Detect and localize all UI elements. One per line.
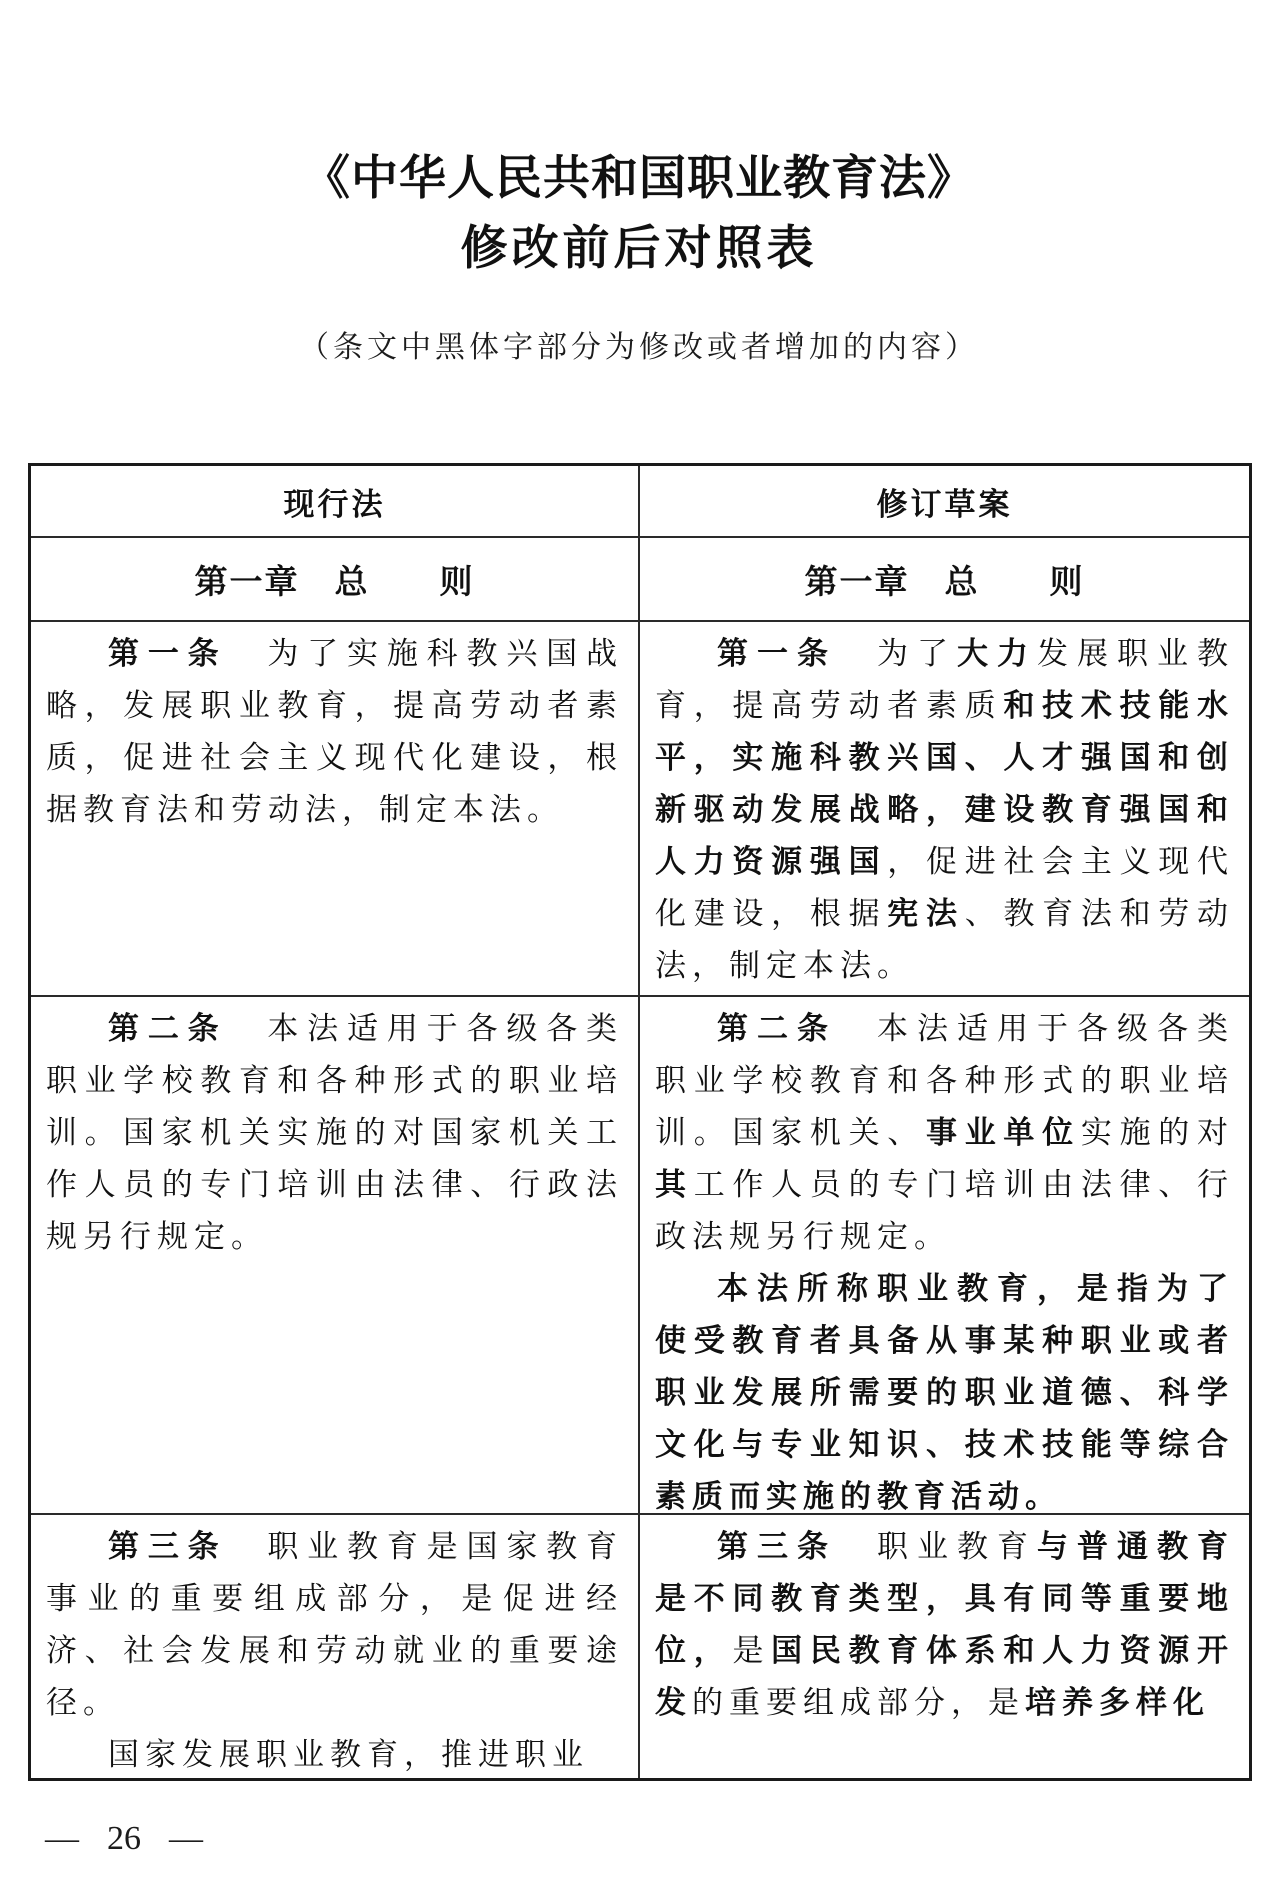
footer-left-dash: — bbox=[45, 1820, 79, 1857]
chapter-row bbox=[31, 538, 1249, 622]
article-3-row bbox=[31, 1515, 1249, 1778]
chapter-title-current: 第一章 总 则 bbox=[31, 538, 640, 620]
paragraph: 国家发展职业教育，推进职业 bbox=[108, 1737, 589, 1772]
table-header-row bbox=[31, 466, 1249, 538]
article-3-revised-cell bbox=[640, 1515, 1249, 1778]
article-1-revised-cell bbox=[640, 622, 1249, 995]
article-2-row bbox=[31, 997, 1249, 1515]
page-number: 26 bbox=[107, 1820, 141, 1857]
paragraph: 第二条 本法适用于各级各类职业学校教育和各种形式的职业培训。国家机关、事业单位实施的对其工作人员的专门培训由法律、行政法规另行规定。 bbox=[655, 1011, 1235, 1254]
doc-title-line2: 修改前后对照表 bbox=[460, 223, 818, 275]
page-number-footer bbox=[45, 1820, 203, 1858]
col-header-revised-draft: 修订草案 bbox=[876, 486, 1013, 522]
article-2-current-cell bbox=[31, 997, 640, 1513]
paragraph: 本法所称职业教育，是指为了使受教育者具备从事某种职业或者职业发展所需要的职业道德、科学文化与专业知识、技术技能等综合素质而实施的教育活动。 bbox=[655, 1271, 1234, 1513]
article-1-current-cell bbox=[31, 622, 640, 995]
paragraph: 第三条 职业教育与普通教育是不同教育类型，具有同等重要地位，是国民教育体系和人力资源开发的重要组成部分，是培养多样化 bbox=[655, 1529, 1235, 1720]
footer-right-dash: — bbox=[169, 1820, 203, 1857]
paragraph: 第一条 为了实施科教兴国战略，发展职业教育，提高劳动者素质，促进社会主义现代化建设，根据教育法和劳动法，制定本法。 bbox=[46, 636, 623, 827]
paragraph: 第二条 本法适用于各级各类职业学校教育和各种形式的职业培训。国家机关实施的对国家机关工作人员的专门培训由法律、行政法规另行规定。 bbox=[46, 1011, 623, 1254]
col-header-current-law: 现行法 bbox=[31, 466, 640, 536]
doc-title-line1: 《中华人民共和国职业教育法》 bbox=[303, 153, 975, 205]
article-2-revised-cell bbox=[640, 997, 1249, 1513]
paragraph: 第一条 为了大力发展职业教育，提高劳动者素质和技术技能水平，实施科教兴国、人才强国和创新驱动发展战略，建设教育强国和人力资源强国，促进社会主义现代化建设，根据宪法、教育法和劳动法，制定本法。 bbox=[655, 636, 1235, 983]
doc-subtitle: （条文中黑体字部分为修改或者增加的内容） bbox=[299, 331, 979, 364]
comparison-table bbox=[28, 463, 1252, 1781]
article-1-row bbox=[31, 622, 1249, 997]
chapter-title-revised: 第一章 总 则 bbox=[804, 562, 1085, 600]
article-3-current-cell bbox=[31, 1515, 640, 1778]
paragraph: 第三条 职业教育是国家教育事业的重要组成部分，是促进经济、社会发展和劳动就业的重要途径。 bbox=[46, 1529, 623, 1720]
